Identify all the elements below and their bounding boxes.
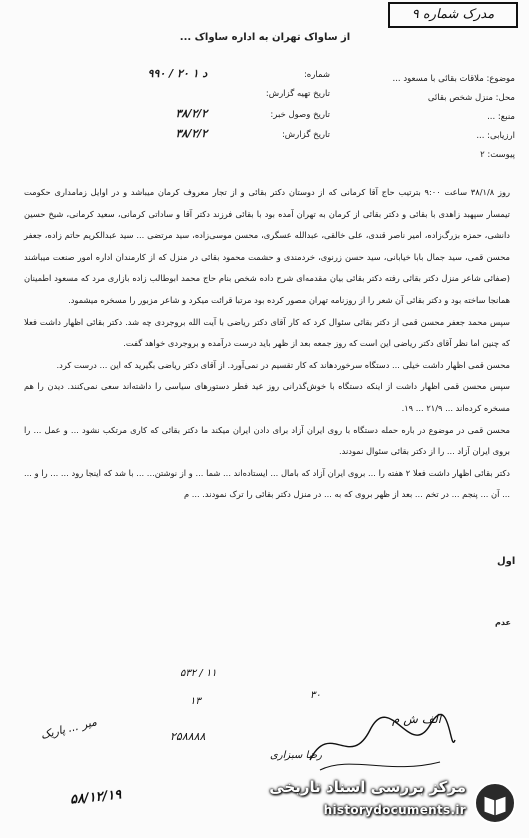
margin-note: اول [497,556,516,567]
meta-label: تاریخ وصول خبر: [270,110,330,120]
meta-source: منبع: ... [487,112,515,122]
handwritten-number: ۵۳۲ / ۱۱ [180,668,217,679]
handwritten-number: ۲۵۸۸۸۸ [170,730,206,743]
watermark [268,770,524,832]
meta-subject: موضوع: ملاقات بقائی با مسعود ... [392,74,515,84]
margin-note: عدم [495,618,511,627]
meta-block-right [265,70,515,165]
meta-value: ۳۸/۲/۲ [175,107,208,120]
meta-evaluation: ارزیابی: ... [476,131,515,141]
body-paragraph: محسن قمی اظهار داشت خیلی ... دستگاه سرخوردهاند که کار تقسیم در نمی‌آورد. از آقای دکتر ریاضی بگیرید که این ... درست کرد. [56,359,510,370]
handwritten-number: ۳۰ [310,690,321,701]
meta-value: ۹۹۰ / ۲۰ د ۱ [147,67,208,80]
handwritten-signature: میر ... پاریک [39,715,99,742]
report-body [24,182,510,506]
letterhead-title: از ساواک تهران به اداره ساواک ... [179,32,351,43]
handwritten-signature: رضا سبزاری [270,750,322,761]
handwritten-date: ۵۸/۱۲/۱۹ [69,787,123,808]
book-logo-icon [472,780,518,826]
meta-location: محل: منزل شخص بقائی [427,93,515,103]
body-paragraph: سپس محسن قمی اظهار داشت از اینکه دستگاه با خوش‌گذرانی روز عید فطر دستورهای سیاسی را داشته‌اند سعی نمی‌کنند. دیدن را هم مسخره کرده‌اند ... ۲۱/۹ ... ۱۹. [24,381,510,413]
body-paragraph: روز ۳۸/۱/۸ ساعت ۹:۰۰ بترتیب حاج آقا کرمانی که از دوستان دکتر بقائی و از تجار معروف کرمان میباشد و در اوایل زمامداری حکومت تیمسار سپهبد زاهدی با بقائی و دکتر بقائی از کرمان به تهران آمده بود با بقائی فرزند دکتر آقا و ساداتی کرمانی، سعید کرمانی، شیخ حسین دانشی، حمزه بزرگ‌زاده، امیر ناصر قندی، علی خالقی، عبدالله عسگری، محسن موسی‌زاده، سید مرتضی ... سید عبدالکریم حاتم زاده، جعفر محسن قمی، سید جمال بابا خیابانی، سید حسن زرنوی، خردمندی و حشمت محمود بقائی در منزل که از کارمندان اداره امور صنعت میباشند (صفائی شاعر منزل دکتر بقائی رفته دکتر بقائی بیان مقدمه‌ای شرح داده شخص بنام حاج محمد ابوطالب زاده بازاری مرد که مسعود اطمینان همانجا ساخته بود و دکتر بقائی آن شعر را از روزنامه تهران مصور کرده بود مرتبا قرائت میکرد و شاعر مزبور را مسخره میشمود. [24,187,510,305]
watermark-title: مرکز بررسی اسناد تاریخی [269,778,466,796]
meta-label: تاریخ گزارش: [281,130,330,140]
handwritten-initials: الف ش م [392,712,442,726]
meta-label: تاریخ تهیه گزارش: [265,89,330,99]
body-paragraph: محسن قمی در موضوع در باره حمله دستگاه با روی ایران آزاد برای دادن ایران میکند ما دکتر بقائی که کاری مرتکب نشود ... و عمل ... را بروی ایران آزاد ... را از دکتر بقائی سئوال نمودند. [24,424,510,457]
meta-value: ۳۸/۲/۲ [175,127,208,140]
body-paragraph: سپس محمد جعفر محسن قمی از دکتر بقائی سئوال کرد که کار آقای دکتر ریاضی با آیت الله بروجردی چه شد. دکتر بقائی اظهار داشت فعلا که چنین اما نظر آقای دکتر ریاضی این است که روز جمعه بعد از ظهر باید درست درآمده و بروجردی خواهد گفت. [24,316,510,349]
meta-label: شماره: [303,70,330,80]
watermark-url: historydocuments.ir [323,803,466,817]
handwritten-number: ۱۳ [190,696,201,707]
document-number-box: مدرک شماره ۹ [388,2,518,28]
meta-attachment: پیوست: ۲ [480,150,515,160]
body-paragraph: دکتر بقائی اظهار داشت فعلا ۲ هفته را ... بروی ایران آزاد که بامال ... ایستاده‌اند ... شما ... و از نوشتن... ... با شد که اینجا رود ... ... را و ... ... آن ... پنجم ... در تخم ... بعد از ظهر بروی که به ... در منزل دکتر بقائی را ترک نمودند. ... م [24,467,510,500]
